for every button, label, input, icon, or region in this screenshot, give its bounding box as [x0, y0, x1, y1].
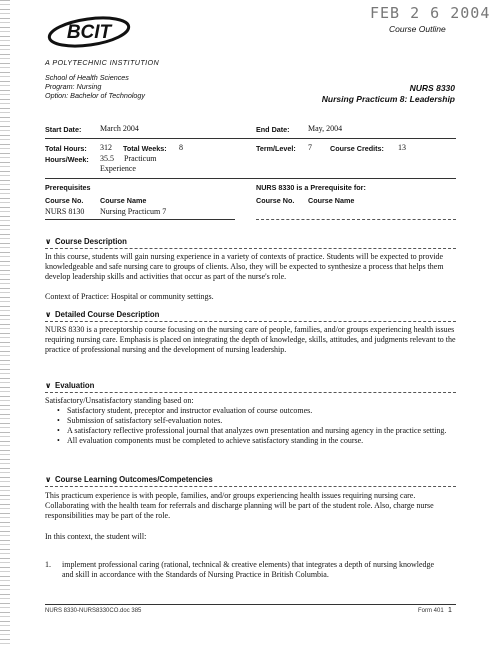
divider [45, 392, 456, 393]
detailed-description-text: NURS 8330 is a preceptorship course focusing on the nursing care of people, families, and/or groups experiencing health issues requiring nursing care. Emphasis is placed on integrating the depth of knowledge, skills, attitudes, and judgments relevant to the practice of professional nursing and the development of nursing leadership. [45, 325, 456, 354]
list-item: • Satisfactory student, preceptor and instructor evaluation of course outcomes. [67, 406, 470, 416]
end-date-value: May, 2004 [308, 124, 343, 133]
outcomes-text: This practicum experience is with people, families, and/or groups experiencing health issues requiring nursing care. Collaborating with the health team for referrals and discharge planning will be part of the student role. Also, charge nurse responsibilities may be part of the role. [45, 491, 434, 520]
document-type: Course Outline [389, 24, 446, 34]
course-credits-label: Course Credits: [330, 144, 384, 153]
footer-form: Form 401 [418, 608, 444, 614]
bcit-logo [46, 16, 132, 50]
outcomes-heading: ∨ Course Learning Outcomes/Competencies [45, 475, 213, 484]
divider [45, 486, 456, 487]
chevron-icon: ∨ [45, 381, 52, 390]
logo-text: BCIT [66, 22, 112, 43]
course-title: Nursing Practicum 8: Leadership [321, 94, 455, 104]
page-number: 1 [448, 607, 452, 614]
hours-week-label: Hours/Week: [45, 155, 89, 164]
divider [45, 138, 456, 139]
chevron-icon: ∨ [45, 475, 52, 484]
total-hours-value: 312 [100, 143, 112, 152]
context-of-practice: Context of Practice: Hospital or community settings. [45, 292, 214, 301]
received-stamp: FEB 2 6 2004 [370, 4, 491, 22]
evaluation-heading: ∨ Evaluation [45, 381, 95, 390]
course-credits-value: 13 [398, 143, 406, 152]
total-weeks-label: Total Weeks: [123, 144, 167, 153]
is-prereq-heading: NURS 8330 is a Prerequisite for: [256, 183, 366, 192]
list-item: • Submission of satisfactory self-evaluation notes. [67, 416, 470, 426]
start-date-value: March 2004 [100, 124, 139, 133]
prereq-col-course-no: Course No. [45, 196, 84, 205]
scan-edge [0, 0, 10, 647]
evaluation-list [53, 406, 470, 446]
logo-tagline: A POLYTECHNIC INSTITUTION [45, 58, 160, 67]
detailed-description-heading: ∨ Detailed Course Description [45, 310, 160, 319]
course-code: NURS 8330 [409, 83, 455, 93]
end-date-label: End Date: [256, 125, 290, 134]
prereq-row-course-name: Nursing Practicum 7 [100, 207, 167, 216]
divider [45, 248, 456, 249]
hours-week-value: 35.5 [100, 154, 114, 163]
outcome-number: 1. [45, 560, 51, 569]
footer-divider [45, 604, 456, 605]
chevron-icon: ∨ [45, 310, 52, 319]
outcomes-intro: In this context, the student will: [45, 532, 147, 541]
school-line-3: Option: Bachelor of Technology [45, 91, 146, 100]
outcome-item: implement professional caring (rational, technical & creative elements) that integrates a depth of nursing knowledge and skill in accordance with the Standards of Nursing Practice in British Columbia. [62, 560, 435, 579]
divider [256, 219, 456, 220]
practicum-line-2: Experience [100, 164, 136, 173]
evaluation-intro: Satisfactory/Unsatisfactory standing based on: [45, 396, 194, 405]
school-line-1: School of Health Sciences [45, 73, 129, 82]
list-item: • All evaluation components must be completed to achieve satisfactory standing in the course. [67, 436, 470, 446]
course-description-heading: ∨ Course Description [45, 237, 127, 246]
divider [45, 178, 456, 179]
chevron-icon: ∨ [45, 237, 52, 246]
term-level-label: Term/Level: [256, 144, 296, 153]
list-item: • A satisfactory reflective professional journal that analyzes own presentation and nursing agency in the practice setting. [67, 426, 470, 436]
divider [45, 321, 456, 322]
prereq-row-course-no: NURS 8130 [45, 207, 85, 216]
prereq-col-course-name: Course Name [100, 196, 147, 205]
course-description-text: In this course, students will gain nursing experience in a variety of contexts of practice. Students will be expected to provide knowledgeable and safe nursing care to groups of clients. Also, they will be expected to synthesize a process that helps them develop leadership skills and activities that occur as part of the nurse's role. [45, 252, 444, 281]
term-level-value: 7 [308, 143, 312, 152]
total-hours-label: Total Hours: [45, 144, 87, 153]
prerequisites-heading: Prerequisites [45, 183, 91, 192]
is-prereq-col-course-name: Course Name [308, 196, 355, 205]
start-date-label: Start Date: [45, 125, 82, 134]
practicum-line-1: Practicum [124, 154, 157, 163]
footer-file: NURS 8330-NURS8330CO.doc 385 [45, 608, 142, 614]
total-weeks-value: 8 [179, 143, 183, 152]
is-prereq-col-course-no: Course No. [256, 196, 295, 205]
divider [45, 219, 235, 220]
school-line-2: Program: Nursing [45, 82, 102, 91]
